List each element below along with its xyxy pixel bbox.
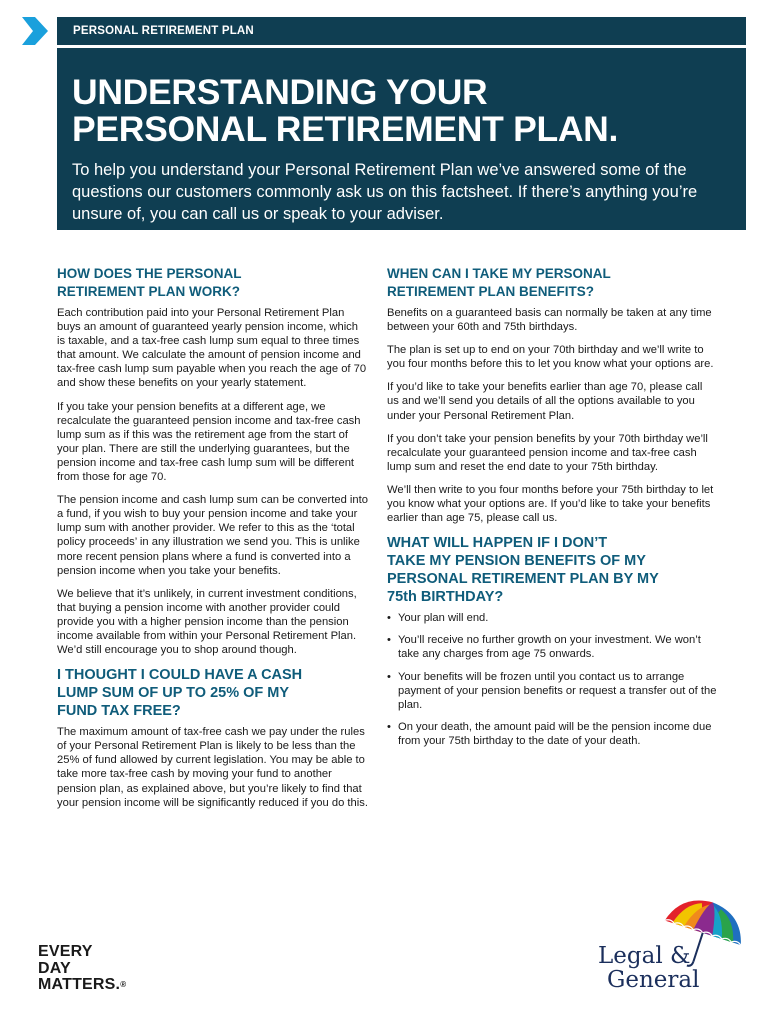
intro-text: To help you understand your Personal Retirement Plan we’ve answered some of the questions our customers commonly ask us on this factsheet. If there’s anything you’re unsure of, you can call us or speak to your adviser.	[72, 161, 698, 223]
slogan-line: EVERY	[38, 943, 93, 960]
paragraph: If you’d like to take your benefits earlier than age 70, please call us and we’ll send you details of all the options available to you under your Personal Retirement Plan.	[387, 381, 703, 422]
paragraph: Benefits on a guaranteed basis can normally be taken at any time between your 60th and 75th birthdays.	[387, 307, 712, 334]
paragraph: If you take your pension benefits at a different age, we recalculate the guaranteed pension income and tax-free cash lump sum as if this was the retirement age from the start of your plan. There are still the underlying guarantees, but the pension income and tax-free cash lump sum will be different from those for age 70.	[57, 400, 361, 484]
paragraph: The maximum amount of tax-free cash we pay under the rules of your Personal Retirement Plan is likely to be less than the 25% of fund allowed by current legislation. You may be able to take more tax-free cash by moving your fund to another pension plan, as explained above, but you’re likely to find that your pension income will be significantly reduced if you do this.	[57, 726, 368, 809]
slogan-line: DAY	[38, 959, 71, 977]
brand-line: Legal &	[598, 943, 691, 969]
chevron-right-icon	[22, 17, 48, 45]
page-title-line: UNDERSTANDING YOUR	[72, 72, 488, 112]
section-heading: WHEN CAN I TAKE MY PERSONAL RETIREMENT PLAN BENEFITS?	[387, 266, 611, 299]
section-heading: I THOUGHT I COULD HAVE A CASH LUMP SUM OF UP TO 25% OF MY FUND TAX FREE?	[57, 667, 303, 720]
slogan-line: MATTERS.®	[38, 976, 127, 993]
list-item: • You’ll receive no further growth on your investment. We won’t take any charges from age 75 onwards.	[387, 633, 717, 661]
paragraph: Each contribution paid into your Personal Retirement Plan buys an amount of guaranteed yearly pension income, which is taxable, and a tax-free cash lump sum equal to three times that amount. We calculate the amount of pension income and tax-free cash lump sum payable when you reach the age of 70 and show these benefits on your yearly statement.	[57, 307, 367, 390]
paragraph: The plan is set up to end on your 70th birthday and we’ll write to you four months before this to let you know what your options are.	[387, 344, 714, 371]
list-item: • Your plan will end.	[387, 611, 717, 625]
paragraph: We’ll then write to you four months before your 75th birthday to let you know what your options are. If you’d like to take your benefits earlier than age 75, please call us.	[387, 483, 714, 525]
bullet-list	[387, 611, 717, 748]
list-item: • On your death, the amount paid will be the pension income due from your 75th birthday to the date of your death.	[387, 720, 717, 748]
document-label: PERSONAL RETIREMENT PLAN	[73, 25, 254, 37]
left-column	[57, 265, 369, 819]
registered-mark: ®	[120, 980, 127, 989]
list-item: • Your benefits will be frozen until you contact us to arrange payment of your pension benefits or request a transfer out of the plan.	[387, 670, 717, 712]
page-title	[72, 74, 742, 148]
right-column	[387, 265, 717, 756]
brand-wordmark	[598, 944, 728, 992]
page-title-line: PERSONAL RETIREMENT PLAN.	[72, 109, 619, 149]
paragraph: We believe that it’s unlikely, in current investment conditions, that buying a pension income with another provider could provide you with a higher pension income than the pension income available from within your Personal Retirement Plan. We’d still encourage you to shop around though.	[57, 587, 357, 657]
section-heading: WHAT WILL HAPPEN IF I DON’T TAKE MY PENSION BENEFITS OF MY PERSONAL RETIREMENT PLAN BY MY 75th BIRTHDAY?	[387, 535, 659, 606]
top-label-bar	[57, 17, 746, 45]
hero-banner	[57, 48, 746, 230]
paragraph: The pension income and cash lump sum can be converted into a fund, if you wish to buy your pension income and take your lump sum with another provider. We refer to this as the ‘total policy proceeds’ in any illustration we send you. This is unlike more recent pension plans where a fund is converted into a pension income when you take your benefits.	[57, 494, 368, 577]
slogan	[38, 944, 126, 994]
paragraph: If you don’t take your pension benefits by your 70th birthday we’ll recalculate your guaranteed pension income and tax-free cash lump sum and reset the end date to your 75th birthday.	[387, 432, 708, 473]
brand-line: General	[607, 967, 700, 993]
section-heading: HOW DOES THE PERSONAL RETIREMENT PLAN WORK?	[57, 266, 242, 299]
